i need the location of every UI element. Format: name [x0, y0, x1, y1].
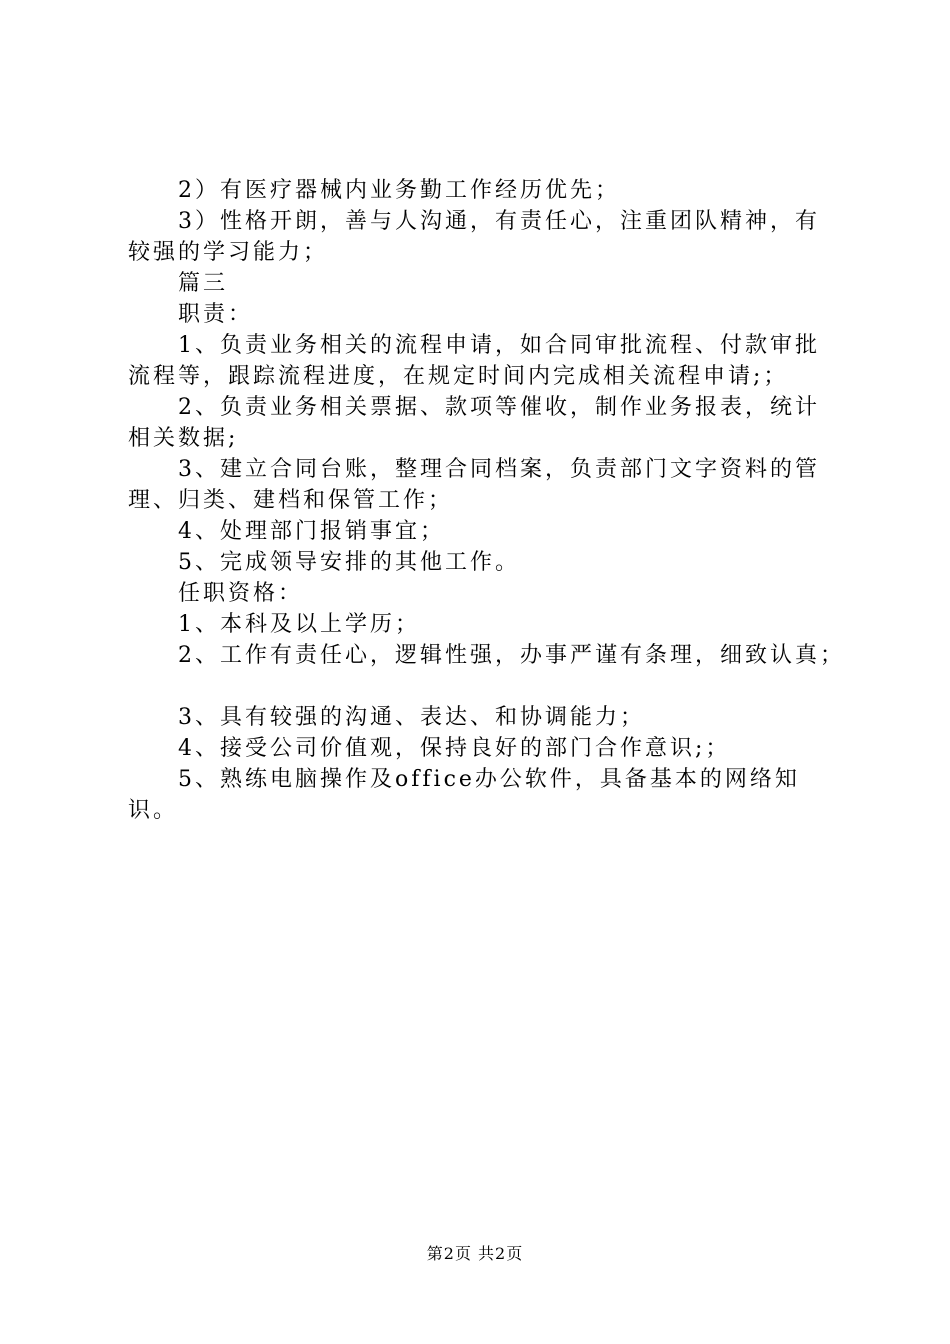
- text-line: 理、归类、建档和保管工作；: [128, 488, 454, 513]
- text-line: 4、接受公司价值观，保持良好的部门合作意识;；: [178, 736, 731, 761]
- text-line: 识。: [128, 798, 179, 823]
- text-line: 1、本科及以上学历；: [178, 612, 420, 637]
- text-line: 较强的学习能力；: [128, 240, 329, 265]
- section-heading: 篇三: [178, 271, 229, 296]
- text-line: 3）性格开朗，善与人沟通，有责任心，注重团队精神，有: [178, 209, 820, 234]
- text-line: 3、具有较强的沟通、表达、和协调能力；: [178, 705, 645, 730]
- text-line: 5、熟练电脑操作及office办公软件，具备基本的网络知: [178, 767, 800, 792]
- text-line: 相关数据;: [128, 426, 239, 451]
- text-line: 流程等，跟踪流程进度，在规定时间内完成相关流程申请;；: [128, 364, 789, 389]
- document-body: [128, 175, 848, 826]
- text-line: 2、工作有责任心，逻辑性强，办事严谨有条理，细致认真；: [178, 643, 845, 668]
- blank-line: [128, 671, 848, 702]
- text-line: 2、负责业务相关票据、款项等催收，制作业务报表，统计: [178, 395, 820, 420]
- section-label: 任职资格：: [178, 581, 304, 606]
- text-line: 5、完成领导安排的其他工作。: [178, 550, 520, 575]
- text-line: 4、处理部门报销事宜；: [178, 519, 445, 544]
- section-label: 职责：: [178, 302, 254, 327]
- text-line: 3、建立合同台账，整理合同档案，负责部门文字资料的管: [178, 457, 820, 482]
- text-line: 1、负责业务相关的流程申请，如合同审批流程、付款审批: [178, 333, 820, 358]
- page-footer: 第2页 共2页: [426, 1244, 524, 1263]
- text-line: 2）有医疗器械内业务勤工作经历优先；: [178, 178, 620, 203]
